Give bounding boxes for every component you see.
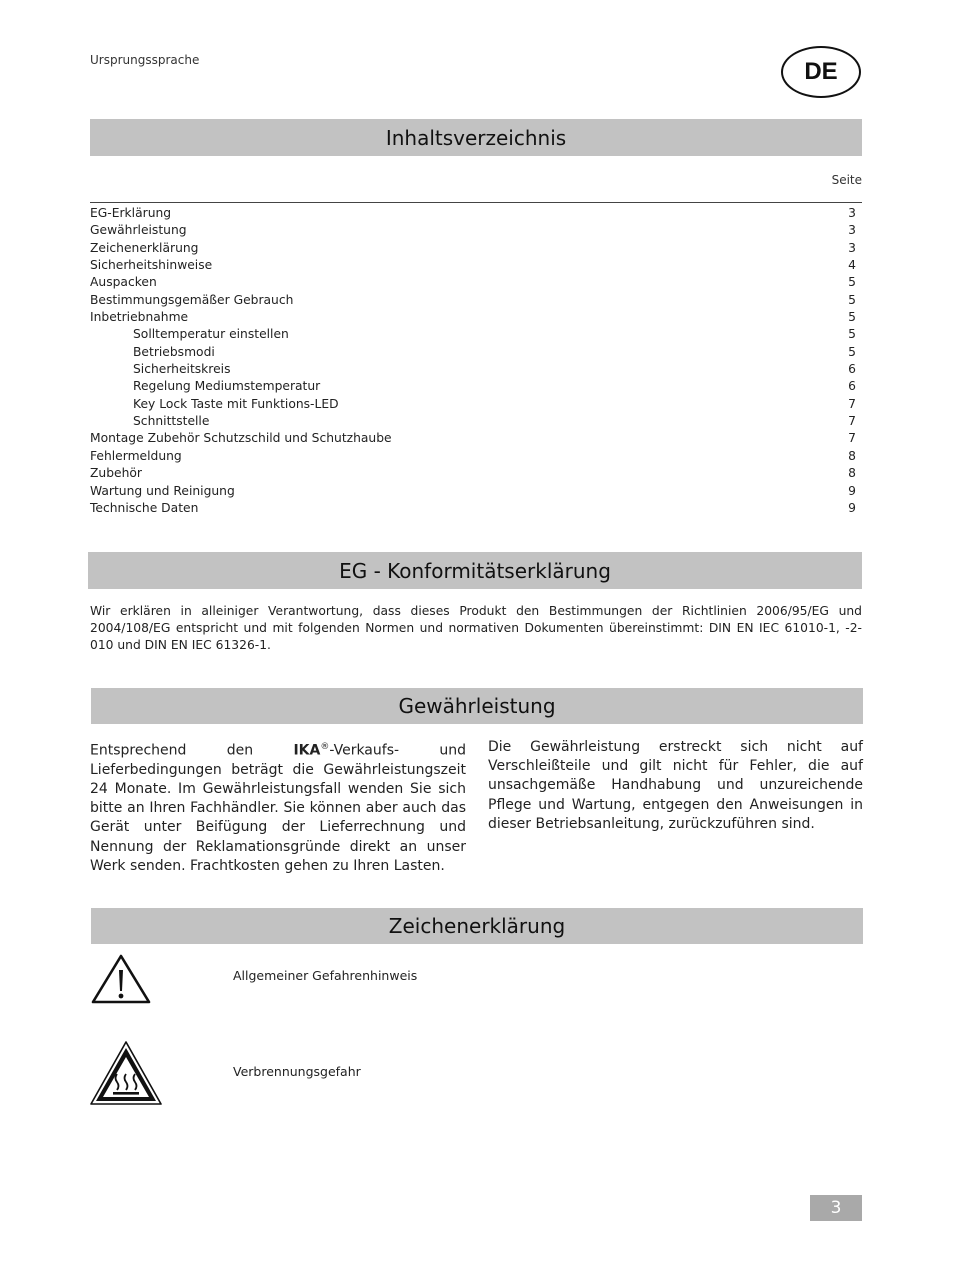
symbols-heading: Zeichenerklärung bbox=[388, 914, 566, 938]
toc-entry bbox=[90, 430, 856, 447]
toc-entry-title: Sicherheitskreis bbox=[133, 362, 231, 377]
toc-entry-title: EG-Erklärung bbox=[90, 206, 172, 220]
toc-list bbox=[90, 205, 856, 517]
toc-entry-title: Solltemperatur einstellen bbox=[133, 327, 289, 342]
toc-entry-title: Auspacken bbox=[90, 275, 157, 290]
toc-entry-page: 5 bbox=[848, 344, 856, 359]
toc-entry-page: 5 bbox=[848, 310, 856, 325]
toc-entry bbox=[90, 309, 856, 326]
general-warning-label: Allgemeiner Gefahrenhinweis bbox=[233, 968, 418, 983]
toc-entry bbox=[90, 222, 856, 239]
toc-entry bbox=[90, 396, 856, 413]
toc-entry bbox=[90, 257, 856, 274]
toc-entry-page: 3 bbox=[848, 223, 856, 238]
symbols-heading-bar bbox=[91, 908, 863, 944]
toc-entry-page: 5 bbox=[848, 327, 856, 342]
warranty-right-column: Die Gewährleistung erstreckt sich nicht auf Verschleißteile und gilt nicht für Fehler, die auf unsachgemäße Handhabung und unzureichende Pflege und Wartung, entgegen den Anweisungen in dieser Betriebsanleitung, zurückzuführen sind. bbox=[488, 739, 863, 832]
toc-entry-page: 7 bbox=[848, 414, 856, 429]
toc-entry-title: Key Lock Taste mit Funktions-LED bbox=[133, 396, 339, 411]
burn-hazard-label: Verbrennungsgefahr bbox=[233, 1064, 361, 1079]
toc-entry bbox=[90, 500, 856, 517]
conformity-heading: EG - Konformitätserklärung bbox=[339, 558, 611, 583]
toc-entry-page: 9 bbox=[848, 483, 856, 498]
toc-entry-page: 4 bbox=[848, 258, 856, 273]
toc-entry bbox=[90, 292, 856, 309]
toc-entry-title: Fehlermeldung bbox=[90, 448, 182, 463]
toc-entry-page: 7 bbox=[848, 396, 856, 411]
toc-entry-page: 5 bbox=[848, 275, 856, 290]
toc-entry-page: 5 bbox=[848, 292, 856, 307]
conformity-heading-bar bbox=[88, 552, 862, 589]
toc-entry bbox=[90, 344, 856, 361]
warranty-left-prefix: Entsprechend den bbox=[90, 742, 294, 759]
toc-entry-page: 7 bbox=[848, 431, 856, 446]
conformity-text: Wir erklären in alleiniger Verantwortung, dass dieses Produkt den Bestimmungen der Richtlinien 2006/95/EG und 2004/108/EG entspricht und mit folgenden Normen und normativen Dokumenten übereinstimmt: DIN EN IEC 61010-1, -2-010 und DIN EN IEC 61326-1. bbox=[90, 604, 862, 652]
toc-entry bbox=[90, 205, 856, 222]
language-badge: DE bbox=[781, 46, 861, 98]
warranty-heading: Gewährleistung bbox=[398, 694, 556, 718]
toc-entry-title: Gewährleistung bbox=[90, 223, 187, 238]
toc-entry-title: Zubehör bbox=[90, 466, 142, 481]
warranty-left-text: -Verkaufs- und Lieferbedingungen beträgt die Gewährleistungszeit 24 Monate. Im Gewährleistungsfall wenden Sie sich bitte an Ihren Fachhändler. Sie können aber auch das Gerät unter Beifügung der Lieferrechnung und Nennung der Reklamationsgründe direkt an unser Werk senden. Frachtkosten gehen zu Ihren Lasten. bbox=[90, 742, 467, 874]
toc-entry-page: 3 bbox=[848, 206, 856, 220]
warranty-left-column bbox=[90, 738, 466, 876]
toc-entry bbox=[90, 413, 856, 430]
toc-entry bbox=[90, 448, 856, 465]
toc-entry-title: Regelung Mediumstemperatur bbox=[133, 379, 321, 394]
toc-entry-page: 6 bbox=[848, 379, 856, 394]
toc-entry-title: Betriebsmodi bbox=[133, 344, 215, 359]
toc-entry bbox=[90, 274, 856, 291]
toc-entry bbox=[90, 326, 856, 343]
toc-entry-title: Wartung und Reinigung bbox=[90, 483, 235, 498]
page-number: 3 bbox=[810, 1195, 862, 1221]
general-warning-icon bbox=[90, 953, 152, 1005]
toc-entry-page: 3 bbox=[848, 240, 856, 255]
toc-entry-title: Sicherheitshinweise bbox=[90, 258, 213, 273]
toc-entry bbox=[90, 483, 856, 500]
warranty-heading-bar bbox=[91, 688, 863, 724]
toc-entry-page: 6 bbox=[848, 362, 856, 377]
toc-entry bbox=[90, 378, 856, 395]
brand-name: IKA bbox=[293, 742, 321, 759]
toc-heading: Inhaltsverzeichnis bbox=[385, 125, 567, 150]
toc-entry-title: Technische Daten bbox=[90, 500, 199, 515]
toc-entry-title: Schnittstelle bbox=[133, 414, 210, 429]
toc-entry-title: Zeichenerklärung bbox=[90, 240, 199, 255]
toc-entry-title: Montage Zubehör Schutzschild und Schutzhaube bbox=[90, 431, 392, 446]
original-language-note: Ursprungssprache bbox=[90, 53, 200, 67]
toc-entry bbox=[90, 240, 856, 257]
toc-entry-page: 8 bbox=[848, 466, 856, 481]
hot-surface-icon bbox=[89, 1040, 163, 1106]
toc-entry-page: 8 bbox=[848, 448, 856, 463]
toc-entry-title: Inbetriebnahme bbox=[90, 310, 189, 325]
toc-entry-page: 9 bbox=[848, 500, 856, 515]
toc-entry bbox=[90, 465, 856, 482]
toc-divider bbox=[90, 202, 862, 203]
registered-mark: ® bbox=[320, 742, 330, 752]
toc-entry-title: Bestimmungsgemäßer Gebrauch bbox=[90, 292, 294, 307]
toc-entry bbox=[90, 361, 856, 378]
toc-heading-bar bbox=[90, 119, 862, 156]
toc-page-column-label: Seite bbox=[831, 173, 862, 187]
